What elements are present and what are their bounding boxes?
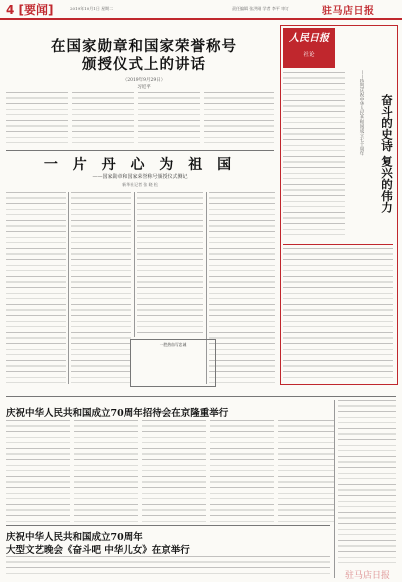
page-number bbox=[6, 1, 54, 18]
divider bbox=[6, 150, 274, 151]
commentary-column-2 bbox=[283, 248, 393, 380]
article3-column-5 bbox=[278, 420, 334, 522]
article1-column-2 bbox=[72, 92, 134, 148]
commentary-divider bbox=[283, 244, 393, 245]
column-rule bbox=[68, 192, 69, 384]
commentary-column-1 bbox=[283, 72, 345, 240]
article2-inset-box bbox=[130, 339, 216, 387]
article3-title: 庆祝中华人民共和国成立70周年招待会在京隆重举行 bbox=[6, 408, 229, 419]
article1-title-line2: 颁授仪式上的讲话 bbox=[82, 56, 206, 73]
article1-title-line1: 在国家勋章和国家荣誉称号 bbox=[51, 38, 237, 55]
article4-title-line1: 庆祝中华人民共和国成立70周年 bbox=[6, 532, 143, 543]
article2-column-4 bbox=[209, 192, 275, 384]
editors-line: 责任编辑 张洪刚 学者 李平 审订 bbox=[232, 6, 290, 11]
column-rule bbox=[134, 192, 135, 337]
article1-column-4 bbox=[204, 92, 274, 148]
logo-title: 人民日报 bbox=[289, 33, 329, 44]
article3-column-4 bbox=[210, 420, 274, 522]
column-rule bbox=[334, 400, 335, 578]
article1-date: （2019年9月29日） bbox=[122, 78, 166, 83]
section-label: [要闻] bbox=[18, 3, 54, 17]
article3-column-2 bbox=[74, 420, 138, 522]
date-line: 2019年10月1日 星期二 bbox=[70, 6, 114, 11]
commentary-subtitle: ——热烈庆祝中华人民共和国成立七十周年 bbox=[359, 70, 364, 156]
section-name: 要闻 bbox=[24, 3, 49, 17]
article2-column-1 bbox=[6, 192, 66, 384]
page-number-value: 4 bbox=[6, 3, 15, 17]
article3-column-3 bbox=[142, 420, 206, 522]
article2-column-3 bbox=[137, 192, 203, 337]
article2-byline: 新华社记者 张 晓 松 bbox=[122, 182, 158, 187]
article1-column-1 bbox=[6, 92, 68, 148]
article2-title: 一 片 丹 心 为 祖 国 bbox=[43, 157, 237, 173]
article1-title bbox=[14, 38, 274, 74]
right-column bbox=[338, 400, 396, 564]
article3-column-1 bbox=[6, 420, 70, 522]
article2-column-2 bbox=[71, 192, 131, 384]
inset-heading: 一腔热血写忠诚 bbox=[159, 342, 187, 347]
article4-title-line2: 大型文艺晚会《奋斗吧 中华儿女》在京举行 bbox=[6, 545, 190, 556]
divider bbox=[6, 396, 396, 397]
divider bbox=[6, 525, 330, 526]
commentary-title: 奋斗的史诗 复兴的伟力 bbox=[380, 94, 394, 214]
article1-author: 习近平 bbox=[137, 85, 151, 90]
commentary-logo bbox=[283, 28, 335, 68]
article4-body bbox=[6, 556, 330, 578]
article2-subtitle: ——国家勋章和国家荣誉称号颁授仪式侧记 bbox=[92, 174, 188, 180]
article1-column-3 bbox=[138, 92, 200, 148]
logo-label: 社论 bbox=[303, 52, 315, 58]
watermark: 驻马店日报 bbox=[345, 571, 391, 581]
paper-name: 驻马店日报 bbox=[322, 6, 375, 17]
